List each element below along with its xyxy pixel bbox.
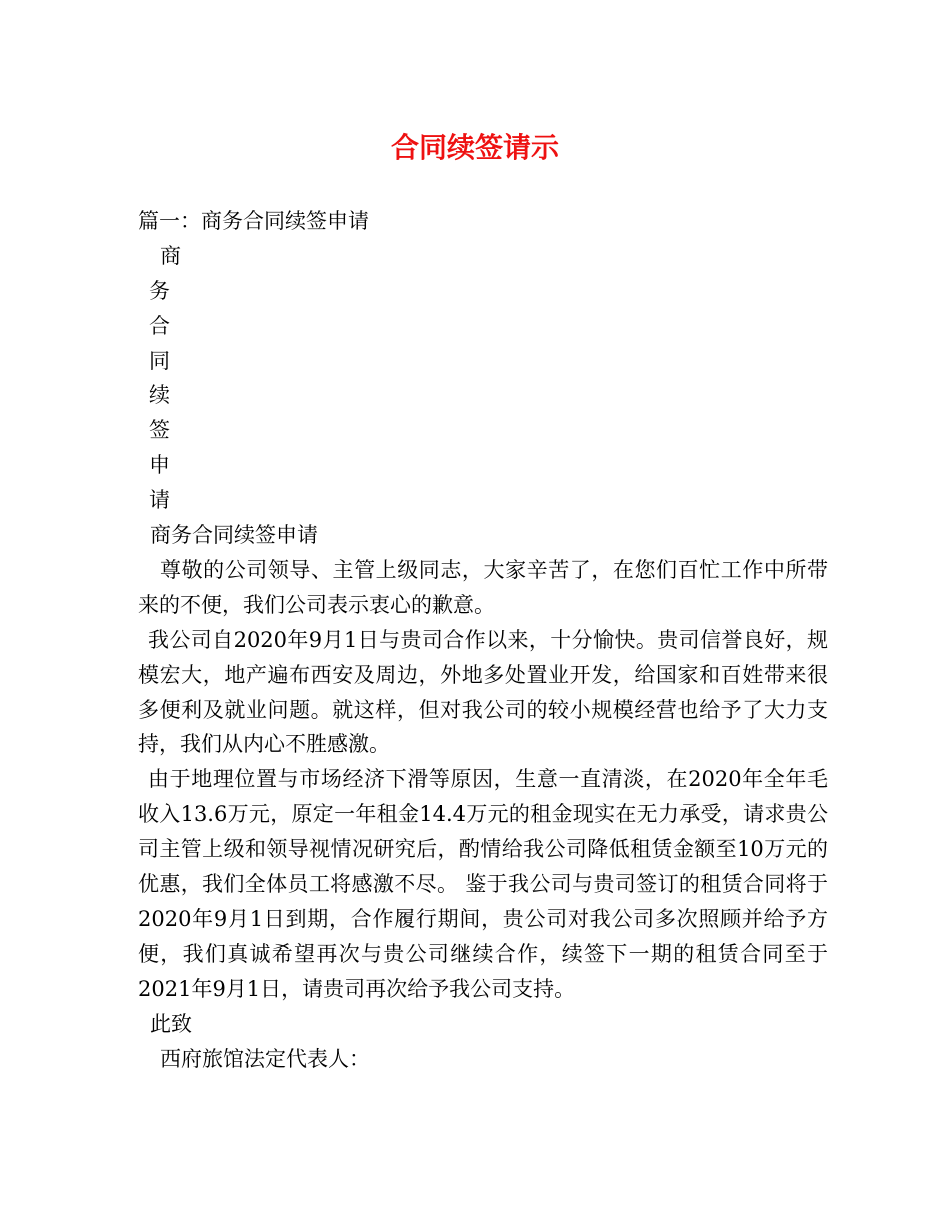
- vertical-heading-char: 申: [149, 453, 170, 478]
- vertical-heading-char: 务: [149, 278, 170, 303]
- body-paragraph: 尊敬的公司领导、主管上级同志，大家辛苦了，在您们百忙工作中所带来的不便，我们公司表示衷心的歉意。: [138, 557, 828, 617]
- body-paragraph: 我公司自2020年9月1日与贵司合作以来，十分愉快。贵司信誉良好，规模宏大，地产遍布西安及周边，外地多处置业开发，给国家和百姓带来很多便利及就业问题。就这样，但对我公司的较小规模经营也给予了大力支持，我们从内心不胜感激。: [138, 627, 828, 757]
- section-heading: 篇一：商务合同续签申请: [138, 209, 369, 233]
- subheading: 商务合同续签申请: [150, 523, 318, 548]
- vertical-heading-char: 合: [149, 313, 170, 338]
- vertical-heading: [138, 239, 828, 518]
- vertical-heading-char: 签: [149, 418, 170, 443]
- vertical-heading-char: 商: [160, 243, 181, 268]
- document-title: 合同续签请示: [390, 131, 559, 164]
- vertical-heading-char: 同: [149, 348, 170, 373]
- vertical-heading-char: 续: [149, 383, 170, 408]
- document-body: [138, 204, 828, 1076]
- body-paragraph: 由于地理位置与市场经济下滑等原因，生意一直清淡，在2020年全年毛收入13.6万元，原定一年租金14.4万元的租金现实在无力承受，请求贵公司主管上级和领导视情况研究后，酌情给我公司降低租赁金额至10万元的优惠，我们全体员工将感激不尽。 鉴于我公司与贵司签订的租赁合同将于2020年9月1日到期，合作履行期间，贵公司对我公司多次照顾并给予方便，我们真诚希望再次与贵公司继续合作，续签下一期的租赁合同至于2021年9月1日，请贵司再次给予我公司支持。: [138, 767, 828, 1001]
- closing-text: 此致: [150, 1011, 192, 1036]
- vertical-heading-char: 请: [149, 488, 170, 513]
- signature-line: 西府旅馆法定代表人：: [160, 1046, 370, 1071]
